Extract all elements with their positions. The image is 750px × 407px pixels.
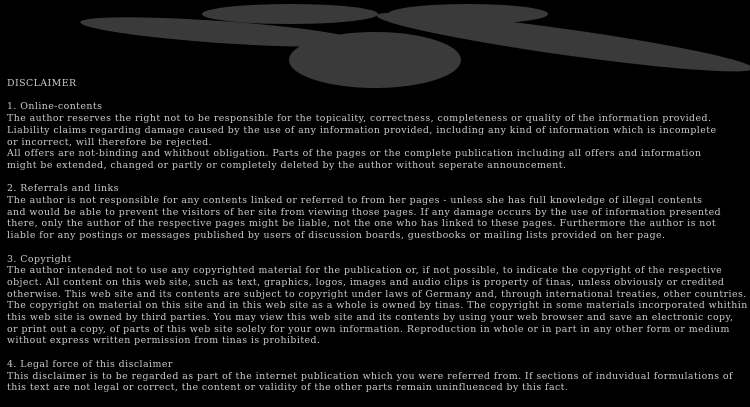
section-referrals-and-links xyxy=(7,183,747,242)
propeller-blade-left-upper xyxy=(202,4,378,24)
paragraph-line: liable for any postings or messages published by users of discussion boards, guestbooks or mailing lists provided on her page. xyxy=(7,230,666,242)
paragraph-line: might be extended, changed or partly or completely deleted by the author without seperate announcement. xyxy=(7,159,567,171)
paragraph-line: or print out a copy, of parts of this web site solely for your own information. Reproduction in whole or in part in any other form or medium xyxy=(7,323,730,335)
section-legal-force xyxy=(7,359,747,394)
section-heading: 1. Online-contents xyxy=(7,101,103,113)
paragraph-line: The author intended not to use any copyrighted material for the publication or, if not possible, to indicate the copyright of the respective xyxy=(7,265,723,277)
paragraph-line: this web site is owned by third parties. You may view this web site and its contents by using your web browser and save an electronic copy, xyxy=(7,312,734,324)
section-heading: 3. Copyright xyxy=(7,253,72,265)
paragraph-line: this text are not legal or correct, the content or validity of the other parts remain uninfluenced by this fact. xyxy=(7,382,569,394)
paragraph-line: The author is not responsible for any contents linked or referred to from her pages - unless she has full knowledge of illegal contents xyxy=(7,195,703,206)
paragraph-line: and would be able to prevent the visitors of her site from viewing those pages. If any damage occurs by the use of information presented xyxy=(7,206,722,218)
disclaimer-content xyxy=(7,78,747,406)
paragraph-line: All offers are not-binding and whithout obligation. Parts of the pages or the complete publication including all offers and information xyxy=(7,148,702,160)
section-online-contents xyxy=(7,101,747,171)
section-heading: 4. Legal force of this disclaimer xyxy=(7,358,173,370)
paragraph-line: Liability claims regarding damage caused by the use of any information provided, including any kind of information which is incomplete xyxy=(7,124,717,136)
paragraph-line: without express written permission from tinas is prohibited. xyxy=(7,335,321,347)
section-heading: 2. Referrals and links xyxy=(7,183,119,195)
paragraph-line: The author reserves the right not to be responsible for the topicality, correctness, completeness or quality of the information provided. xyxy=(7,113,712,125)
paragraph-line: there, only the author of the respective pages might be liable, not the one who has linked to these pages. Furthermore the author is not xyxy=(7,218,717,230)
section-copyright xyxy=(7,254,747,348)
page-title: DISCLAIMER xyxy=(7,78,77,89)
paragraph-line: object. All content on this web site, such as text, graphics, logos, images and audio clips is property of tinas, unless obviously or credited xyxy=(7,276,725,288)
paragraph-line: otherwise. This web site and its contents are subject to copyright under laws of Germany and, through international treaties, other countries. xyxy=(7,288,747,300)
paragraph-line: or incorrect, will therefore be rejected. xyxy=(7,136,213,148)
paragraph-line: This disclaimer is to be regarded as part of the internet publication which you were referred from. If sections of induvidual formulations of xyxy=(7,370,733,382)
paragraph-line: The copyright on material on this site and in this web site as a whole is owned by tinas. The copyright in some materials incorporated whithin xyxy=(7,300,748,312)
